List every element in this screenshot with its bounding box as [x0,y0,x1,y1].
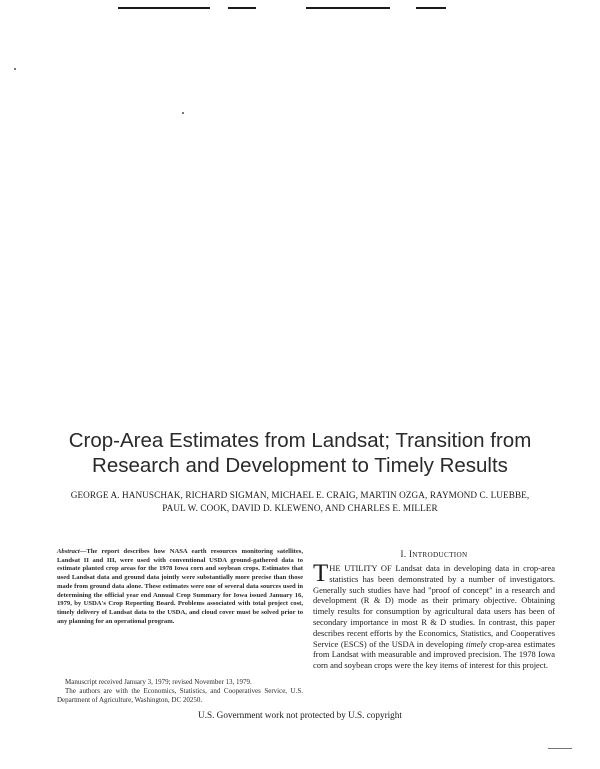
title-line-1: Crop-Area Estimates from Landsat; Transition from [68,429,532,452]
section-initial: I [408,549,413,559]
top-rule-3 [306,7,390,9]
introduction-paragraph [313,560,555,671]
paper-title [30,428,570,478]
manuscript-footnote [57,678,303,705]
drop-cap: T [313,560,329,587]
author-line-1: GEORGE A. HANUSCHAK, RICHARD SIGMAN, MICHAEL E. CRAIG, MARTIN OZGA, RAYMOND C. LUEBBE, [70,490,530,500]
title-line-2: Research and Development to Timely Results [92,454,508,477]
author-line-2: PAUL W. COOK, DAVID D. KLEWENO, AND CHARLES E. MILLER [162,503,438,513]
author-list [40,489,560,515]
top-rule-4 [416,7,446,9]
intro-text-continued: crop-area estimates from Landsat with measurable and improved precision. The 1978 Iowa corn and soybean crops were the key items of interest for this project. [313,638,555,671]
scan-speck [548,748,572,749]
left-column [57,548,303,626]
intro-emphasis: timely [465,638,487,649]
scan-speck [182,112,184,114]
abstract-text: The report describes how NASA earth resources monitoring satellites, Landsat II and III, were used with conventional USDA ground-gathered data to estimate planted crop areas for the 1978 Iowa corn and soybean crops. Estimates that used Landsat data and ground data jointly were substantially more precise than those made from ground data alone. These estimates were one of several data sources used in determining the official year end Annual Crop Summary for Iowa issued January 16, 1979, by USDA's Crop Reporting Board. Problems associated with total project cost, timely delivery of Landsat data to the USDA, and cloud cover must be solved prior to any planning for an operational program. [57,548,303,625]
right-column [313,548,555,671]
abstract-lead: Abstract [57,548,80,555]
copyright-notice: U.S. Government work not protected by U.S. copyright [198,710,402,720]
top-rule-1 [118,7,210,9]
abstract: Abstract—The report describes how NASA earth resources monitoring satellites, Landsat II and III, were used with conventional USDA ground-gathered data to estimate planted crop areas for the 1978 Iowa corn and soybean crops. Estimates that used Landsat data and ground data jointly were substantially more precise than those made from ground data alone. These estimates were one of several data sources used in determining the official year end Annual Crop Summary for Iowa issued January 16, 1979, by USDA's Crop Reporting Board. Problems associated with total project cost, timely delivery of Landsat data to the USDA, and cloud cover must be solved prior to any planning for an operational program. [57,548,303,625]
author-affiliation-note: The authors are with the Economics, Statistics, and Cooperatives Service, U.S. Department of Agriculture, Washington, DC 20250. [57,687,303,704]
intro-text: HE UTILITY OF Landsat data in developing data in crop-area statistics has been demonstrated by a number of investigators. Generally such studies have had "proof of concept" in a research and development (R & D) mode as their primary objective. Obtaining timely results for consumption by agricultural data users has been of secondary importance in most R & D studies. In contrast, this paper describes recent efforts by the Economics, Statistics, and Cooperatives Service (ESCS) of the USDA in developing [313,563,555,649]
scan-speck [14,68,16,70]
section-title-rest: NTRODUCTION [412,551,468,559]
section-heading [313,548,555,561]
section-numeral: I. [400,549,407,559]
top-rule-2 [228,7,256,9]
manuscript-received-note: Manuscript received January 3, 1979; revised November 13, 1979. [65,678,252,686]
